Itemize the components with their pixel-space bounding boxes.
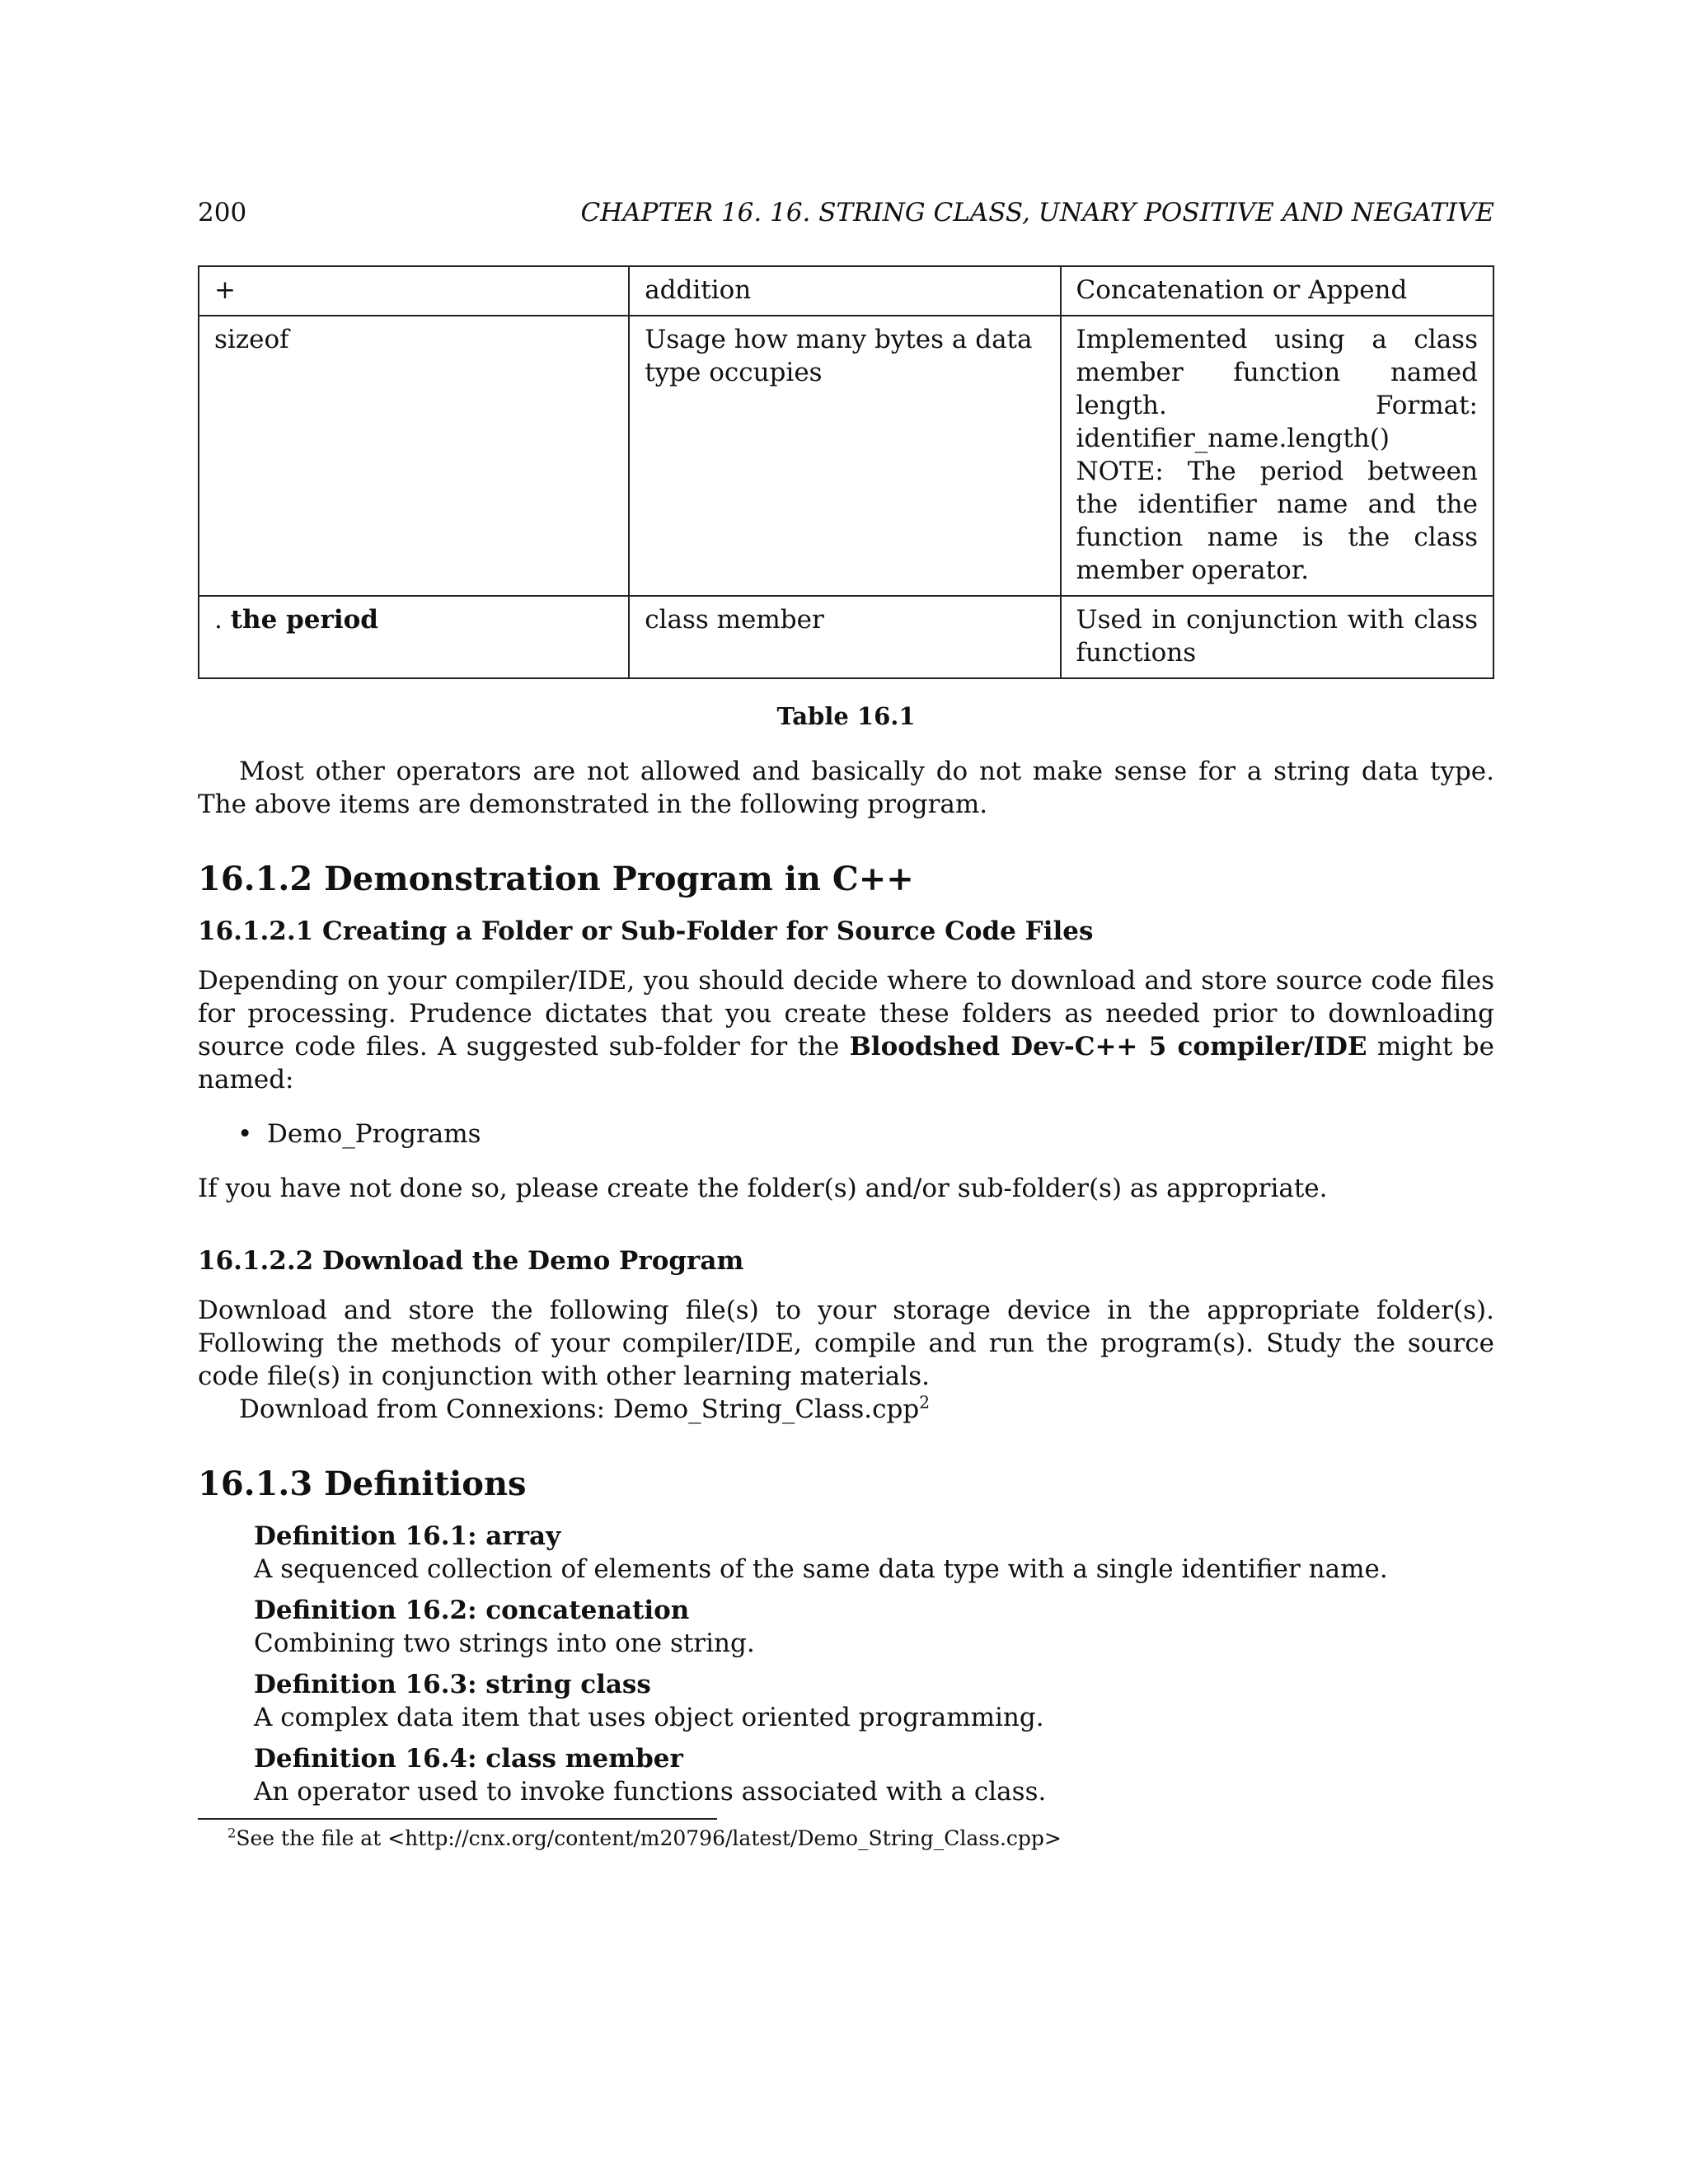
table-caption: Table 16.1	[776, 702, 916, 730]
table-cell	[199, 596, 629, 678]
running-header	[198, 198, 1494, 239]
definition-term: Definition 16.4: class member	[254, 1744, 683, 1774]
folder-list	[198, 1118, 1494, 1151]
table-cell: class member	[629, 596, 1060, 678]
download-paragraph: Download and store the following file(s) to your storage device in the appropriate folder(s). Following the methods of your compiler/IDE, compile and run the program(s). Study the source code file(s) in conjunction with other learning materials.	[198, 1296, 1494, 1391]
definition-term: Definition 16.1: array	[254, 1521, 561, 1551]
table-row	[199, 596, 1493, 678]
definitions-list	[254, 1520, 1494, 1808]
intro-paragraph: Most other operators are not allowed and basically do not make sense for a string data type. The above items are demonstrated in the following program.	[198, 757, 1494, 819]
table-cell: Used in conjunction with class functions	[1061, 596, 1494, 678]
footnote-ref[interactable]: 2	[919, 1392, 931, 1413]
cell-prefix: .	[214, 605, 231, 635]
table-row	[199, 316, 1493, 596]
table-cell: sizeof	[199, 316, 629, 596]
definition	[254, 1520, 1494, 1586]
cell-bold-term: the period	[230, 605, 378, 635]
definition	[254, 1668, 1494, 1734]
definition-term: Definition 16.2: concatenation	[254, 1596, 690, 1625]
table-cell: addition	[629, 266, 1060, 316]
compiler-name: Bloodshed Dev-C++ 5 compiler/IDE	[849, 1032, 1367, 1062]
definition-body: An operator used to invoke functions associated with a class.	[254, 1777, 1047, 1807]
operators-table	[198, 265, 1494, 679]
footnote-mark: 2	[227, 1825, 237, 1841]
definition-body: A sequenced collection of elements of the same data type with a single identifier name.	[254, 1554, 1388, 1584]
definition	[254, 1594, 1494, 1660]
definition-term: Definition 16.3: string class	[254, 1670, 651, 1699]
footnote	[227, 1825, 1494, 1853]
list-item-text: Demo_Programs	[267, 1119, 481, 1149]
folder-paragraph-end: might be named:	[198, 1032, 1494, 1094]
page-number: 200	[198, 198, 247, 227]
definition	[254, 1742, 1494, 1808]
list-item	[237, 1118, 1494, 1151]
chapter-title: CHAPTER 16. 16. STRING CLASS, UNARY POSITIVE AND NEGATIVE	[580, 198, 1494, 227]
section-heading-1612: 16.1.2 Demonstration Program in C++	[198, 860, 914, 898]
footnote-link[interactable]: See the file at <http://cnx.org/content/m20796/latest/Demo_String_Class.cpp>	[236, 1826, 1062, 1850]
section-heading-1613: 16.1.3 Definitions	[198, 1465, 527, 1503]
table-cell: Concatenation or Append	[1061, 266, 1494, 316]
definition-body: A complex data item that uses object oriented programming.	[254, 1703, 1044, 1732]
table-cell: +	[199, 266, 629, 316]
folder-paragraph-text: Depending on your compiler/IDE, you should decide where to download and store source code files for processing. Prudence dictates that you create these folders as needed prior to downloading source code files. A suggested sub-folder for the	[198, 966, 1494, 1062]
table-cell: Usage how many bytes a data type occupies	[629, 316, 1060, 596]
definition-body: Combining two strings into one string.	[254, 1629, 755, 1658]
footnote-divider	[198, 1818, 717, 1820]
bullet-icon: •	[237, 1119, 253, 1149]
table-row	[199, 266, 1493, 316]
subsection-heading-16121: 16.1.2.1 Creating a Folder or Sub-Folder for Source Code Files	[198, 916, 1094, 946]
download-link[interactable]: Download from Connexions: Demo_String_Class.cpp	[239, 1394, 920, 1424]
download-line	[198, 1393, 1494, 1426]
subsection-heading-16122: 16.1.2.2 Download the Demo Program	[198, 1246, 744, 1276]
create-folder-paragraph: If you have not done so, please create the folder(s) and/or sub-folder(s) as appropriate.	[198, 1174, 1328, 1203]
folder-paragraph	[198, 964, 1494, 1096]
table-cell: Implemented using a class member function named length. Format: identifier_name.length() NOTE: The period between the identifier name and the function name is the class member operator.	[1061, 316, 1494, 596]
